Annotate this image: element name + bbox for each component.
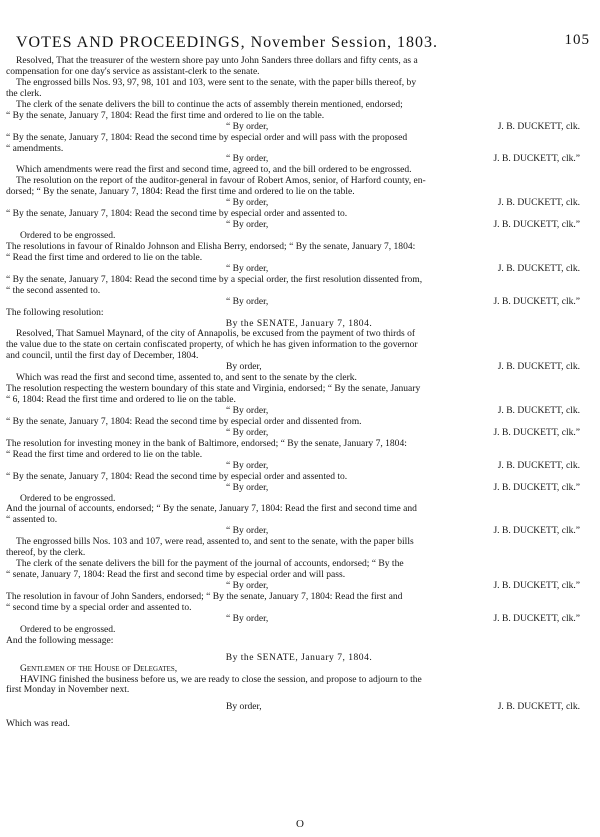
clerk-signature: J. B. DUCKETT, clk.”: [493, 482, 580, 493]
attestation-line: [6, 264, 592, 275]
attestation-line: [6, 198, 592, 209]
text-line: Ordered to be engrossed.: [20, 624, 116, 635]
text-line: “ Read the first time and ordered to lie on the table.: [6, 252, 203, 263]
text-line: the value due to the state on certain confiscated property, of which he has given information to the governor: [6, 340, 418, 351]
by-order: “ By order,: [226, 581, 269, 591]
by-order: By order,: [226, 362, 262, 373]
text-line: Ordered to be engrossed.: [20, 493, 116, 504]
text-line: “ the second assented to.: [6, 285, 101, 296]
text-line: “ 6, 1804: Read the first time and ordered to lie on the table.: [6, 395, 236, 406]
text-line: And the following message:: [6, 635, 114, 646]
text-line: “ By the senate, January 7, 1804: Read the second time by a special order, the first resolution dissented from,: [6, 274, 423, 285]
text-line: Resolved, That Samuel Maynard, of the city of Annapolis, be excused from the payment of two thirds of: [16, 329, 416, 340]
text-line: Resolved, That the treasurer of the western shore pay unto John Sanders three dollars and fifty cents, as a: [16, 56, 418, 66]
text-line: The clerk of the senate delivers the bill to continue the acts of assembly therein mentioned, endorsed;: [16, 99, 403, 110]
attestation-line: [6, 526, 592, 537]
by-order: “ By order,: [226, 460, 269, 471]
attestation-line: [6, 614, 592, 625]
attestation-line: [6, 154, 592, 165]
text-line: the clerk.: [6, 88, 42, 99]
text-line: “ By the senate, January 7, 1804: Read the second time by especial order and assented to.: [6, 209, 348, 220]
proceedings-text: [6, 56, 592, 730]
attestation-line: [6, 461, 592, 472]
by-order: “ By order,: [226, 613, 269, 624]
senate-heading: By the SENATE, January 7, 1804.: [225, 652, 373, 663]
clerk-signature: J. B. DUCKETT, clk.: [497, 460, 580, 471]
text-line: The clerk of the senate delivers the bill for the payment of the journal of accounts, endorsed; “ By the: [16, 559, 404, 570]
by-order: “ By order,: [226, 121, 269, 132]
text-line: “ assented to.: [6, 515, 58, 526]
text-line: Ordered to be engrossed.: [20, 231, 116, 241]
by-order: “ By order,: [226, 198, 269, 209]
attestation-line: [6, 428, 592, 439]
clerk-signature: J. B. DUCKETT, clk.”: [493, 526, 580, 537]
by-order: By order,: [226, 702, 262, 713]
text-line: compensation for one day's service as assistant-clerk to the senate.: [6, 66, 260, 77]
text-line: The resolution respecting the western boundary of this state and Virginia, endorsed; “ By the senate, January: [6, 384, 421, 395]
text-line: and council, until the first day of December, 1804.: [6, 351, 199, 362]
text-line: “ By the senate, January 7, 1804: Read the second time by especial order and dissented from.: [6, 416, 362, 427]
attestation-line: [6, 297, 592, 308]
by-order: “ By order,: [226, 482, 269, 493]
by-order: “ By order,: [226, 263, 269, 274]
text-line: The resolution for investing money in the bank of Baltimore, endorsed; “ By the senate, January 7, 1804:: [6, 438, 407, 449]
attestation-line: [6, 581, 592, 592]
text-line: The following resolution:: [6, 307, 104, 318]
text-line: The resolution on the report of the auditor-general in favour of Robert Amos, senior, of Harford county, en-: [16, 176, 426, 187]
clerk-signature: J. B. DUCKETT, clk.”: [493, 613, 580, 624]
clerk-signature: J. B. DUCKETT, clk.: [497, 362, 580, 373]
text-line: The engrossed bills Nos. 93, 97, 98, 101 and 103, were sent to the senate, with the paper bills thereof, by: [16, 77, 417, 88]
text-line: “ amendments.: [6, 143, 64, 154]
clerk-signature: J. B. DUCKETT, clk.: [497, 121, 580, 132]
by-order: “ By order,: [226, 427, 269, 438]
text-line: The resolution in favour of John Sanders, endorsed; “ By the senate, January 7, 1804: Read the first and: [6, 591, 403, 602]
by-order: “ By order,: [226, 406, 269, 416]
clerk-signature: J. B. DUCKETT, clk.: [497, 702, 580, 713]
by-order: “ By order,: [226, 220, 269, 231]
by-order: “ By order,: [226, 154, 269, 165]
text-line: “ senate, January 7, 1804: Read the first and second time by especial order and will pass.: [6, 570, 346, 581]
text-line: dorsed; “ By the senate, January 7, 1804: Read the first time and ordered to lie on the table.: [6, 187, 355, 198]
clerk-signature: J. B. DUCKETT, clk.: [497, 198, 580, 209]
text-line: first Monday in November next.: [6, 685, 130, 696]
text-line: “ Read the first time and ordered to lie on the table.: [6, 449, 203, 460]
signature-mark: O: [296, 818, 304, 830]
clerk-signature: J. B. DUCKETT, clk.”: [493, 154, 580, 165]
text-line: Which was read.: [6, 719, 70, 730]
header-title: VOTES AND PROCEEDINGS, November Session, 1803.: [16, 34, 438, 51]
attestation-line: [6, 122, 592, 133]
text-line: “ By the senate, January 7, 1804: Read the second time by especial order and assented to.: [6, 471, 348, 482]
attestation-line: [6, 362, 592, 373]
by-order: “ By order,: [226, 296, 269, 307]
clerk-signature: J. B. DUCKETT, clk.”: [493, 296, 580, 307]
page-number: 105: [564, 32, 590, 48]
text-line: “ By the senate, January 7, 1804: Read the first time and ordered to lie on the table.: [6, 110, 325, 121]
by-order: “ By order,: [226, 526, 269, 537]
text-line: The engrossed bills Nos. 103 and 107, were read, assented to, and sent to the senate, with the paper bills: [16, 537, 414, 548]
clerk-signature: J. B. DUCKETT, clk.”: [493, 581, 580, 591]
text-line: Which amendments were read the first and second time, agreed to, and the bill ordered to be engrossed.: [16, 165, 412, 176]
attestation-line: [6, 220, 592, 231]
text-line: “ By the senate, January 7, 1804: Read the second time by especial order and will pass with the proposed: [6, 132, 408, 143]
running-header: [14, 34, 594, 56]
clerk-signature: J. B. DUCKETT, clk.: [497, 406, 580, 416]
text-line: Which was read the first and second time, assented to, and sent to the senate by the clerk.: [16, 373, 357, 384]
clerk-signature: J. B. DUCKETT, clk.”: [493, 220, 580, 231]
attestation-line: [6, 702, 592, 713]
senate-heading: By the SENATE, January 7, 1804.: [225, 318, 373, 329]
text-line: The resolutions in favour of Rinaldo Johnson and Elisha Berry, endorsed; “ By the senate, January 7, 1804:: [6, 241, 416, 252]
message-salutation: Gentlemen of the House of Delegates,: [20, 663, 178, 674]
clerk-signature: J. B. DUCKETT, clk.”: [493, 427, 580, 438]
text-line: “ second time by a special order and assented to.: [6, 602, 192, 613]
text-line: thereof, by the clerk.: [6, 548, 86, 559]
text-line: And the journal of accounts, endorsed; “ By the senate, January 7, 1804: Read the first and second time and: [6, 504, 417, 515]
attestation-line: [6, 483, 592, 494]
text-line: HAVING finished the business before us, we are ready to close the session, and propose to adjourn to the: [20, 674, 422, 685]
clerk-signature: J. B. DUCKETT, clk.: [497, 263, 580, 274]
attestation-line: [6, 406, 592, 417]
